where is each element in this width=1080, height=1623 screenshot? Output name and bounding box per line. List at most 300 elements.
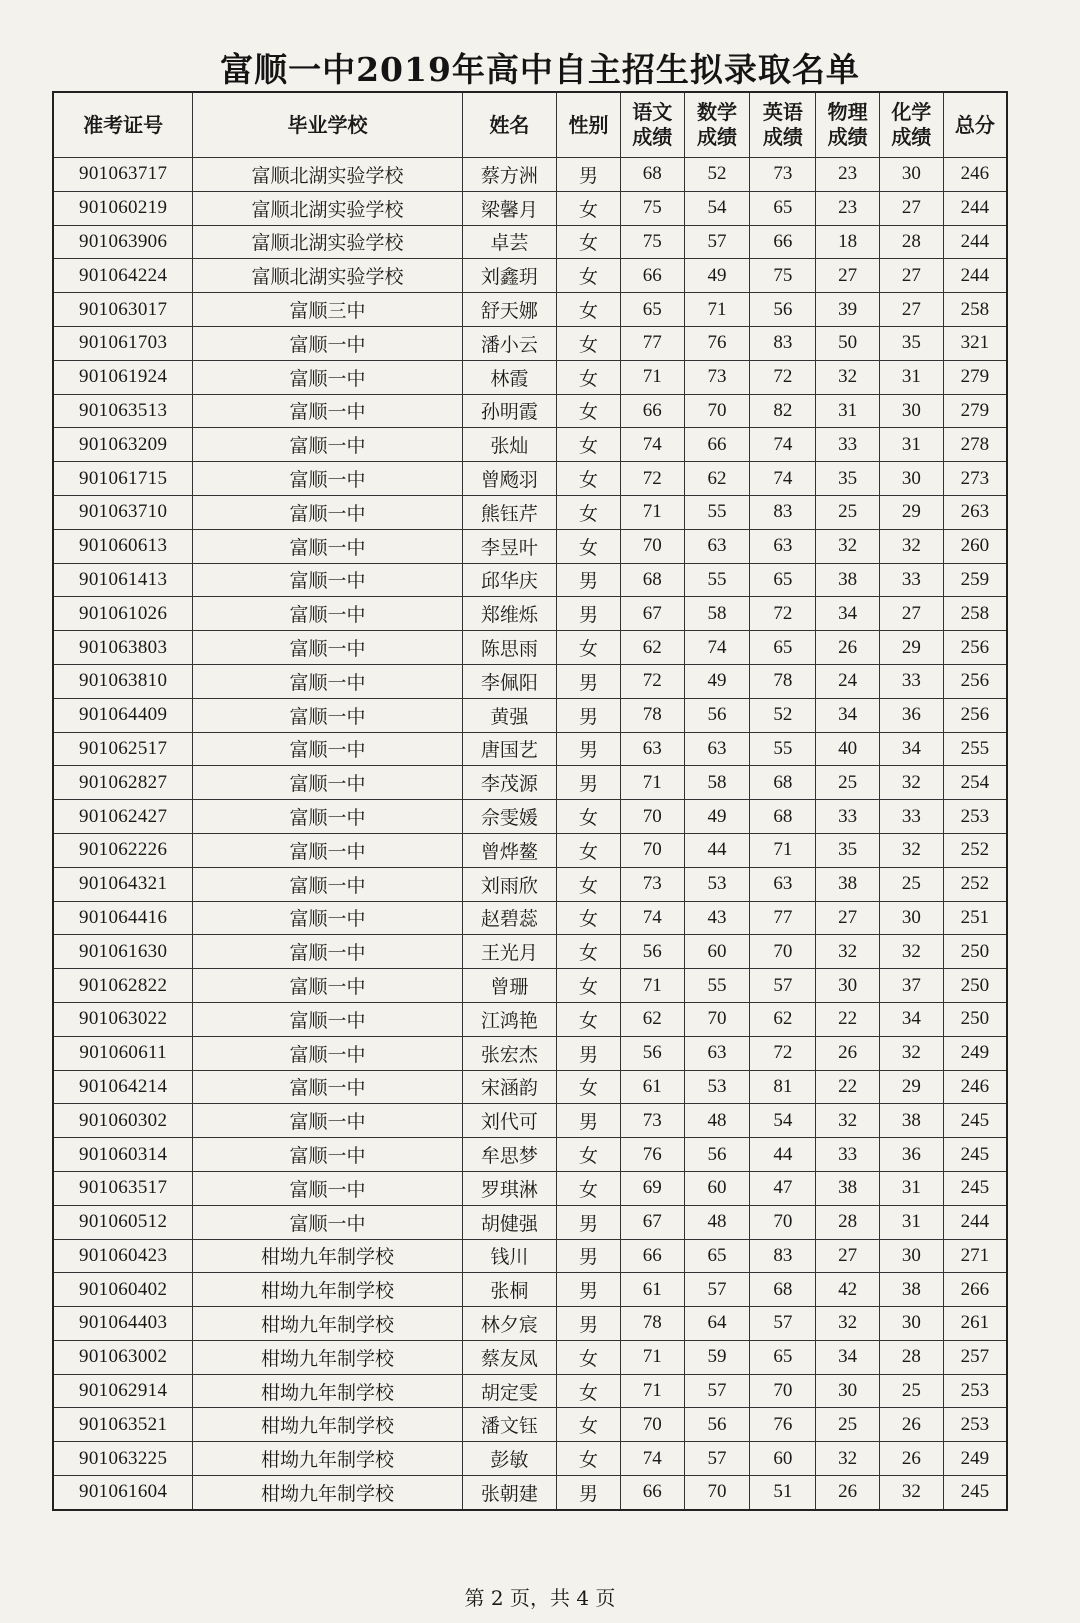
cell-physics-score: 32: [816, 360, 880, 394]
cell-school: 柑坳九年制学校: [193, 1476, 462, 1510]
cell-total-score: 273: [943, 462, 1007, 496]
header-chinese: [620, 92, 684, 158]
cell-total-score: 279: [943, 360, 1007, 394]
cell-total-score: 252: [943, 833, 1007, 867]
cell-math-score: 64: [684, 1307, 750, 1341]
table-row: [53, 766, 1007, 800]
cell-chinese-score: 77: [620, 326, 684, 360]
table-row: [53, 935, 1007, 969]
cell-physics-score: 22: [816, 1002, 880, 1036]
header-gender: 性别: [557, 92, 621, 158]
cell-chinese-score: 56: [620, 1036, 684, 1070]
cell-gender: 女: [557, 191, 621, 225]
table-row: [53, 1408, 1007, 1442]
cell-math-score: 60: [684, 1171, 750, 1205]
cell-english-score: 60: [750, 1442, 816, 1476]
cell-total-score: 250: [943, 969, 1007, 1003]
cell-total-score: 244: [943, 191, 1007, 225]
cell-chemistry-score: 32: [879, 1476, 943, 1510]
cell-name: 曾烨鳌: [462, 833, 557, 867]
cell-total-score: 245: [943, 1104, 1007, 1138]
cell-chinese-score: 72: [620, 462, 684, 496]
document-title: 富顺一中2019年高中自主招生拟录取名单: [220, 50, 860, 89]
table-row: [53, 495, 1007, 529]
cell-chinese-score: 76: [620, 1138, 684, 1172]
cell-total-score: 278: [943, 428, 1007, 462]
cell-math-score: 65: [684, 1239, 750, 1273]
cell-exam-id: 901061924: [53, 360, 193, 394]
table-row: [53, 631, 1007, 665]
cell-total-score: 246: [943, 158, 1007, 192]
cell-name: 曾珊: [462, 969, 557, 1003]
cell-exam-id: 901062226: [53, 833, 193, 867]
cell-school: 富顺一中: [193, 1070, 462, 1104]
cell-chemistry-score: 29: [879, 631, 943, 665]
cell-school: 富顺北湖实验学校: [193, 158, 462, 192]
cell-total-score: 253: [943, 1374, 1007, 1408]
cell-exam-id: 901062914: [53, 1374, 193, 1408]
cell-physics-score: 34: [816, 698, 880, 732]
header-physics-line2: 成绩: [827, 125, 868, 149]
cell-exam-id: 901063517: [53, 1171, 193, 1205]
cell-chinese-score: 75: [620, 225, 684, 259]
cell-chemistry-score: 33: [879, 563, 943, 597]
cell-school: 富顺一中: [193, 969, 462, 1003]
header-physics: [816, 92, 880, 158]
cell-gender: 女: [557, 901, 621, 935]
cell-chemistry-score: 29: [879, 495, 943, 529]
cell-exam-id: 901064321: [53, 867, 193, 901]
cell-exam-id: 901063225: [53, 1442, 193, 1476]
cell-gender: 女: [557, 1002, 621, 1036]
cell-chemistry-score: 32: [879, 529, 943, 563]
cell-gender: 男: [557, 1307, 621, 1341]
cell-english-score: 72: [750, 360, 816, 394]
cell-gender: 男: [557, 158, 621, 192]
cell-school: 富顺一中: [193, 664, 462, 698]
cell-math-score: 62: [684, 462, 750, 496]
cell-physics-score: 30: [816, 969, 880, 1003]
cell-school: 富顺一中: [193, 428, 462, 462]
cell-chemistry-score: 30: [879, 394, 943, 428]
header-school: 毕业学校: [193, 92, 462, 158]
header-math: [684, 92, 750, 158]
cell-chinese-score: 74: [620, 428, 684, 462]
table-row: [53, 1070, 1007, 1104]
cell-gender: 女: [557, 1442, 621, 1476]
cell-english-score: 72: [750, 597, 816, 631]
cell-math-score: 63: [684, 732, 750, 766]
header-total: 总分: [943, 92, 1007, 158]
cell-gender: 男: [557, 597, 621, 631]
cell-chinese-score: 67: [620, 1205, 684, 1239]
cell-gender: 男: [557, 1273, 621, 1307]
cell-exam-id: 901060314: [53, 1138, 193, 1172]
cell-math-score: 57: [684, 1273, 750, 1307]
cell-name: 潘文钰: [462, 1408, 557, 1442]
cell-exam-id: 901060613: [53, 529, 193, 563]
cell-school: 柑坳九年制学校: [193, 1239, 462, 1273]
cell-exam-id: 901060512: [53, 1205, 193, 1239]
table-row: [53, 698, 1007, 732]
cell-name: 唐国艺: [462, 732, 557, 766]
cell-name: 熊钰芹: [462, 495, 557, 529]
cell-english-score: 66: [750, 225, 816, 259]
cell-chemistry-score: 30: [879, 1239, 943, 1273]
cell-name: 张宏杰: [462, 1036, 557, 1070]
cell-chinese-score: 68: [620, 158, 684, 192]
cell-chemistry-score: 27: [879, 293, 943, 327]
cell-exam-id: 901064214: [53, 1070, 193, 1104]
cell-total-score: 257: [943, 1340, 1007, 1374]
cell-physics-score: 38: [816, 563, 880, 597]
cell-english-score: 57: [750, 1307, 816, 1341]
cell-chinese-score: 74: [620, 901, 684, 935]
cell-chemistry-score: 38: [879, 1273, 943, 1307]
cell-physics-score: 33: [816, 800, 880, 834]
cell-school: 富顺一中: [193, 833, 462, 867]
cell-math-score: 70: [684, 1002, 750, 1036]
cell-chemistry-score: 27: [879, 191, 943, 225]
cell-school: 富顺北湖实验学校: [193, 225, 462, 259]
cell-math-score: 49: [684, 800, 750, 834]
cell-name: 罗琪淋: [462, 1171, 557, 1205]
cell-english-score: 65: [750, 563, 816, 597]
cell-total-score: 249: [943, 1036, 1007, 1070]
cell-name: 林霞: [462, 360, 557, 394]
cell-total-score: 271: [943, 1239, 1007, 1273]
cell-total-score: 256: [943, 631, 1007, 665]
cell-chemistry-score: 30: [879, 1307, 943, 1341]
cell-chinese-score: 56: [620, 935, 684, 969]
cell-exam-id: 901063906: [53, 225, 193, 259]
cell-math-score: 73: [684, 360, 750, 394]
header-name: 姓名: [462, 92, 557, 158]
cell-physics-score: 27: [816, 901, 880, 935]
cell-school: 柑坳九年制学校: [193, 1307, 462, 1341]
cell-total-score: 263: [943, 495, 1007, 529]
cell-school: 富顺一中: [193, 1104, 462, 1138]
cell-physics-score: 28: [816, 1205, 880, 1239]
cell-chemistry-score: 35: [879, 326, 943, 360]
cell-physics-score: 34: [816, 1340, 880, 1374]
cell-physics-score: 23: [816, 191, 880, 225]
table-row: [53, 529, 1007, 563]
cell-total-score: 321: [943, 326, 1007, 360]
table-row: [53, 1273, 1007, 1307]
cell-name: 黄强: [462, 698, 557, 732]
table-row: [53, 360, 1007, 394]
cell-school: 富顺一中: [193, 1036, 462, 1070]
cell-physics-score: 25: [816, 1408, 880, 1442]
cell-english-score: 55: [750, 732, 816, 766]
cell-english-score: 47: [750, 1171, 816, 1205]
cell-physics-score: 38: [816, 1171, 880, 1205]
cell-name: 邱华庆: [462, 563, 557, 597]
cell-math-score: 57: [684, 1374, 750, 1408]
cell-english-score: 75: [750, 259, 816, 293]
cell-english-score: 74: [750, 428, 816, 462]
table-row: [53, 462, 1007, 496]
cell-chinese-score: 71: [620, 969, 684, 1003]
cell-physics-score: 31: [816, 394, 880, 428]
cell-english-score: 82: [750, 394, 816, 428]
cell-chemistry-score: 29: [879, 1070, 943, 1104]
cell-total-score: 256: [943, 698, 1007, 732]
cell-total-score: 244: [943, 225, 1007, 259]
table-body: [53, 158, 1007, 1510]
header-math-line1: 数学: [697, 100, 738, 124]
cell-english-score: 73: [750, 158, 816, 192]
cell-school: 富顺一中: [193, 1002, 462, 1036]
cell-school: 柑坳九年制学校: [193, 1374, 462, 1408]
cell-name: 张朝建: [462, 1476, 557, 1510]
cell-gender: 女: [557, 1340, 621, 1374]
cell-name: 彭敏: [462, 1442, 557, 1476]
cell-exam-id: 901063002: [53, 1340, 193, 1374]
cell-english-score: 77: [750, 901, 816, 935]
cell-name: 江鸿艳: [462, 1002, 557, 1036]
cell-exam-id: 901063710: [53, 495, 193, 529]
header-chemistry: [879, 92, 943, 158]
cell-physics-score: 24: [816, 664, 880, 698]
cell-math-score: 54: [684, 191, 750, 225]
cell-physics-score: 32: [816, 1104, 880, 1138]
table-row: [53, 1307, 1007, 1341]
cell-english-score: 70: [750, 935, 816, 969]
cell-school: 富顺三中: [193, 293, 462, 327]
cell-physics-score: 27: [816, 259, 880, 293]
cell-gender: 女: [557, 259, 621, 293]
cell-gender: 女: [557, 1138, 621, 1172]
cell-english-score: 72: [750, 1036, 816, 1070]
cell-name: 刘代可: [462, 1104, 557, 1138]
header-chinese-line2: 成绩: [632, 125, 673, 149]
table-row: [53, 394, 1007, 428]
cell-gender: 女: [557, 326, 621, 360]
cell-chinese-score: 68: [620, 563, 684, 597]
cell-name: 牟思梦: [462, 1138, 557, 1172]
cell-english-score: 71: [750, 833, 816, 867]
cell-exam-id: 901063803: [53, 631, 193, 665]
cell-gender: 女: [557, 935, 621, 969]
header-physics-line1: 物理: [827, 100, 868, 124]
cell-physics-score: 25: [816, 495, 880, 529]
cell-exam-id: 901060302: [53, 1104, 193, 1138]
cell-math-score: 66: [684, 428, 750, 462]
cell-gender: 男: [557, 563, 621, 597]
cell-english-score: 63: [750, 529, 816, 563]
table-row: [53, 293, 1007, 327]
cell-gender: 男: [557, 766, 621, 800]
header-math-line2: 成绩: [697, 125, 738, 149]
cell-school: 富顺一中: [193, 597, 462, 631]
cell-exam-id: 901062427: [53, 800, 193, 834]
cell-english-score: 56: [750, 293, 816, 327]
table-row: [53, 867, 1007, 901]
table-row: [53, 901, 1007, 935]
cell-math-score: 71: [684, 293, 750, 327]
cell-english-score: 44: [750, 1138, 816, 1172]
cell-chinese-score: 71: [620, 1340, 684, 1374]
cell-math-score: 60: [684, 935, 750, 969]
cell-gender: 女: [557, 394, 621, 428]
cell-gender: 女: [557, 969, 621, 1003]
cell-exam-id: 901062822: [53, 969, 193, 1003]
cell-gender: 女: [557, 631, 621, 665]
table-row: [53, 1340, 1007, 1374]
header-english-line2: 成绩: [762, 125, 803, 149]
cell-chinese-score: 73: [620, 1104, 684, 1138]
cell-name: 佘雯媛: [462, 800, 557, 834]
table-row: [53, 732, 1007, 766]
cell-chinese-score: 66: [620, 1239, 684, 1273]
cell-math-score: 57: [684, 1442, 750, 1476]
cell-total-score: 244: [943, 259, 1007, 293]
cell-chemistry-score: 38: [879, 1104, 943, 1138]
cell-gender: 女: [557, 1171, 621, 1205]
cell-english-score: 70: [750, 1374, 816, 1408]
cell-name: 钱川: [462, 1239, 557, 1273]
table-row: [53, 158, 1007, 192]
cell-total-score: 266: [943, 1273, 1007, 1307]
cell-math-score: 55: [684, 563, 750, 597]
cell-name: 郑维烁: [462, 597, 557, 631]
cell-math-score: 63: [684, 529, 750, 563]
cell-math-score: 58: [684, 597, 750, 631]
cell-school: 富顺一中: [193, 326, 462, 360]
cell-gender: 男: [557, 1205, 621, 1239]
cell-english-score: 65: [750, 191, 816, 225]
cell-chemistry-score: 32: [879, 935, 943, 969]
cell-math-score: 55: [684, 495, 750, 529]
cell-chemistry-score: 33: [879, 664, 943, 698]
cell-physics-score: 34: [816, 597, 880, 631]
cell-chinese-score: 71: [620, 766, 684, 800]
cell-physics-score: 32: [816, 935, 880, 969]
cell-total-score: 254: [943, 766, 1007, 800]
cell-chemistry-score: 32: [879, 1036, 943, 1070]
cell-gender: 女: [557, 462, 621, 496]
cell-name: 陈思雨: [462, 631, 557, 665]
header-english: [750, 92, 816, 158]
cell-school: 柑坳九年制学校: [193, 1442, 462, 1476]
cell-name: 蔡友凤: [462, 1340, 557, 1374]
cell-physics-score: 32: [816, 1307, 880, 1341]
cell-exam-id: 901063513: [53, 394, 193, 428]
cell-chinese-score: 78: [620, 698, 684, 732]
header-chemistry-line2: 成绩: [891, 125, 932, 149]
cell-gender: 女: [557, 833, 621, 867]
table-row: [53, 800, 1007, 834]
cell-total-score: 252: [943, 867, 1007, 901]
cell-total-score: 244: [943, 1205, 1007, 1239]
cell-physics-score: 26: [816, 1476, 880, 1510]
cell-physics-score: 18: [816, 225, 880, 259]
cell-name: 刘雨欣: [462, 867, 557, 901]
table-row: [53, 563, 1007, 597]
cell-school: 富顺一中: [193, 563, 462, 597]
cell-school: 富顺北湖实验学校: [193, 191, 462, 225]
cell-math-score: 48: [684, 1104, 750, 1138]
cell-exam-id: 901064416: [53, 901, 193, 935]
cell-exam-id: 901061703: [53, 326, 193, 360]
cell-school: 富顺一中: [193, 935, 462, 969]
cell-school: 富顺一中: [193, 394, 462, 428]
cell-chinese-score: 70: [620, 800, 684, 834]
cell-school: 柑坳九年制学校: [193, 1340, 462, 1374]
cell-chemistry-score: 26: [879, 1442, 943, 1476]
cell-gender: 女: [557, 1070, 621, 1104]
cell-chemistry-score: 36: [879, 698, 943, 732]
table-header-row: [53, 92, 1007, 158]
cell-school: 富顺一中: [193, 529, 462, 563]
cell-math-score: 56: [684, 1408, 750, 1442]
cell-chinese-score: 63: [620, 732, 684, 766]
cell-school: 富顺一中: [193, 732, 462, 766]
cell-chinese-score: 73: [620, 867, 684, 901]
cell-total-score: 253: [943, 1408, 1007, 1442]
table-row: [53, 597, 1007, 631]
cell-physics-score: 32: [816, 529, 880, 563]
cell-chinese-score: 71: [620, 495, 684, 529]
cell-chemistry-score: 37: [879, 969, 943, 1003]
cell-math-score: 49: [684, 664, 750, 698]
cell-english-score: 76: [750, 1408, 816, 1442]
cell-school: 富顺一中: [193, 766, 462, 800]
cell-physics-score: 42: [816, 1273, 880, 1307]
cell-chemistry-score: 28: [879, 1340, 943, 1374]
cell-total-score: 261: [943, 1307, 1007, 1341]
cell-gender: 女: [557, 360, 621, 394]
cell-name: 孙明霞: [462, 394, 557, 428]
cell-name: 张灿: [462, 428, 557, 462]
cell-english-score: 54: [750, 1104, 816, 1138]
cell-name: 李佩阳: [462, 664, 557, 698]
cell-exam-id: 901063521: [53, 1408, 193, 1442]
cell-english-score: 51: [750, 1476, 816, 1510]
cell-name: 王光月: [462, 935, 557, 969]
cell-physics-score: 22: [816, 1070, 880, 1104]
cell-physics-score: 40: [816, 732, 880, 766]
header-chinese-line1: 语文: [632, 100, 673, 124]
cell-physics-score: 30: [816, 1374, 880, 1408]
cell-physics-score: 32: [816, 1442, 880, 1476]
cell-chinese-score: 66: [620, 259, 684, 293]
cell-gender: 男: [557, 1036, 621, 1070]
cell-school: 富顺一中: [193, 901, 462, 935]
cell-math-score: 58: [684, 766, 750, 800]
cell-school: 富顺一中: [193, 1171, 462, 1205]
cell-school: 富顺一中: [193, 495, 462, 529]
cell-total-score: 249: [943, 1442, 1007, 1476]
cell-chemistry-score: 32: [879, 833, 943, 867]
cell-chinese-score: 75: [620, 191, 684, 225]
cell-total-score: 245: [943, 1138, 1007, 1172]
table-row: [53, 1239, 1007, 1273]
cell-physics-score: 33: [816, 1138, 880, 1172]
cell-exam-id: 901061630: [53, 935, 193, 969]
cell-math-score: 53: [684, 867, 750, 901]
cell-total-score: 246: [943, 1070, 1007, 1104]
cell-gender: 女: [557, 867, 621, 901]
cell-name: 胡定雯: [462, 1374, 557, 1408]
cell-exam-id: 901062517: [53, 732, 193, 766]
cell-chinese-score: 62: [620, 631, 684, 665]
cell-gender: 男: [557, 698, 621, 732]
cell-name: 林夕宸: [462, 1307, 557, 1341]
cell-chemistry-score: 31: [879, 1205, 943, 1239]
